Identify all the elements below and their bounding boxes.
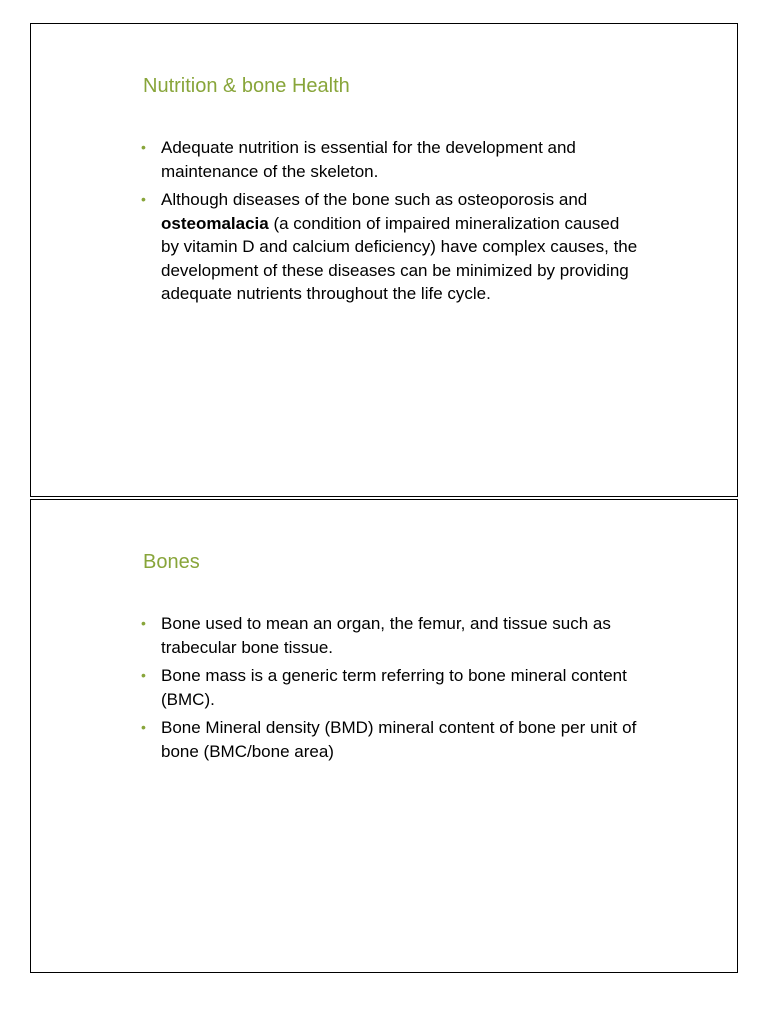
- bullet-text-end: (a condition of impaired mineralization caused by vitamin D and calcium deficiency) have complex causes, the development of these diseases can be minimized by providing adequate nutrients throughout the life cycle.: [161, 213, 638, 303]
- slide-bones: [30, 499, 738, 973]
- bullet-text: Bone mass is a generic term referring to bone mineral content (BMC).: [161, 666, 627, 709]
- bullet-item: [141, 136, 641, 183]
- bullet-text-start: Although diseases of the bone such as osteoporosis and: [161, 190, 588, 209]
- bullet-icon: •: [141, 719, 146, 735]
- bullet-list: [141, 612, 641, 768]
- slide-title: Bones: [143, 551, 200, 573]
- slide-nutrition-bone-health: [30, 23, 738, 497]
- bullet-text: Bone Mineral density (BMD) mineral content of bone per unit of bone (BMC/bone area): [161, 718, 637, 761]
- bullet-text: Adequate nutrition is essential for the development and maintenance of the skeleton.: [161, 138, 576, 181]
- bullet-text: Bone used to mean an organ, the femur, and tissue such as trabecular bone tissue.: [161, 614, 611, 657]
- bullet-item: [141, 664, 641, 711]
- bullet-icon: •: [141, 615, 146, 631]
- bullet-item: [141, 188, 641, 306]
- slide-title: Nutrition & bone Health: [143, 75, 350, 97]
- bullet-list: [141, 136, 641, 311]
- bullet-icon: •: [141, 191, 146, 207]
- bullet-icon: •: [141, 667, 146, 683]
- bullet-icon: •: [141, 139, 146, 155]
- bold-term: osteomalacia: [161, 213, 269, 233]
- bullet-item: [141, 612, 641, 659]
- bullet-item: [141, 716, 641, 763]
